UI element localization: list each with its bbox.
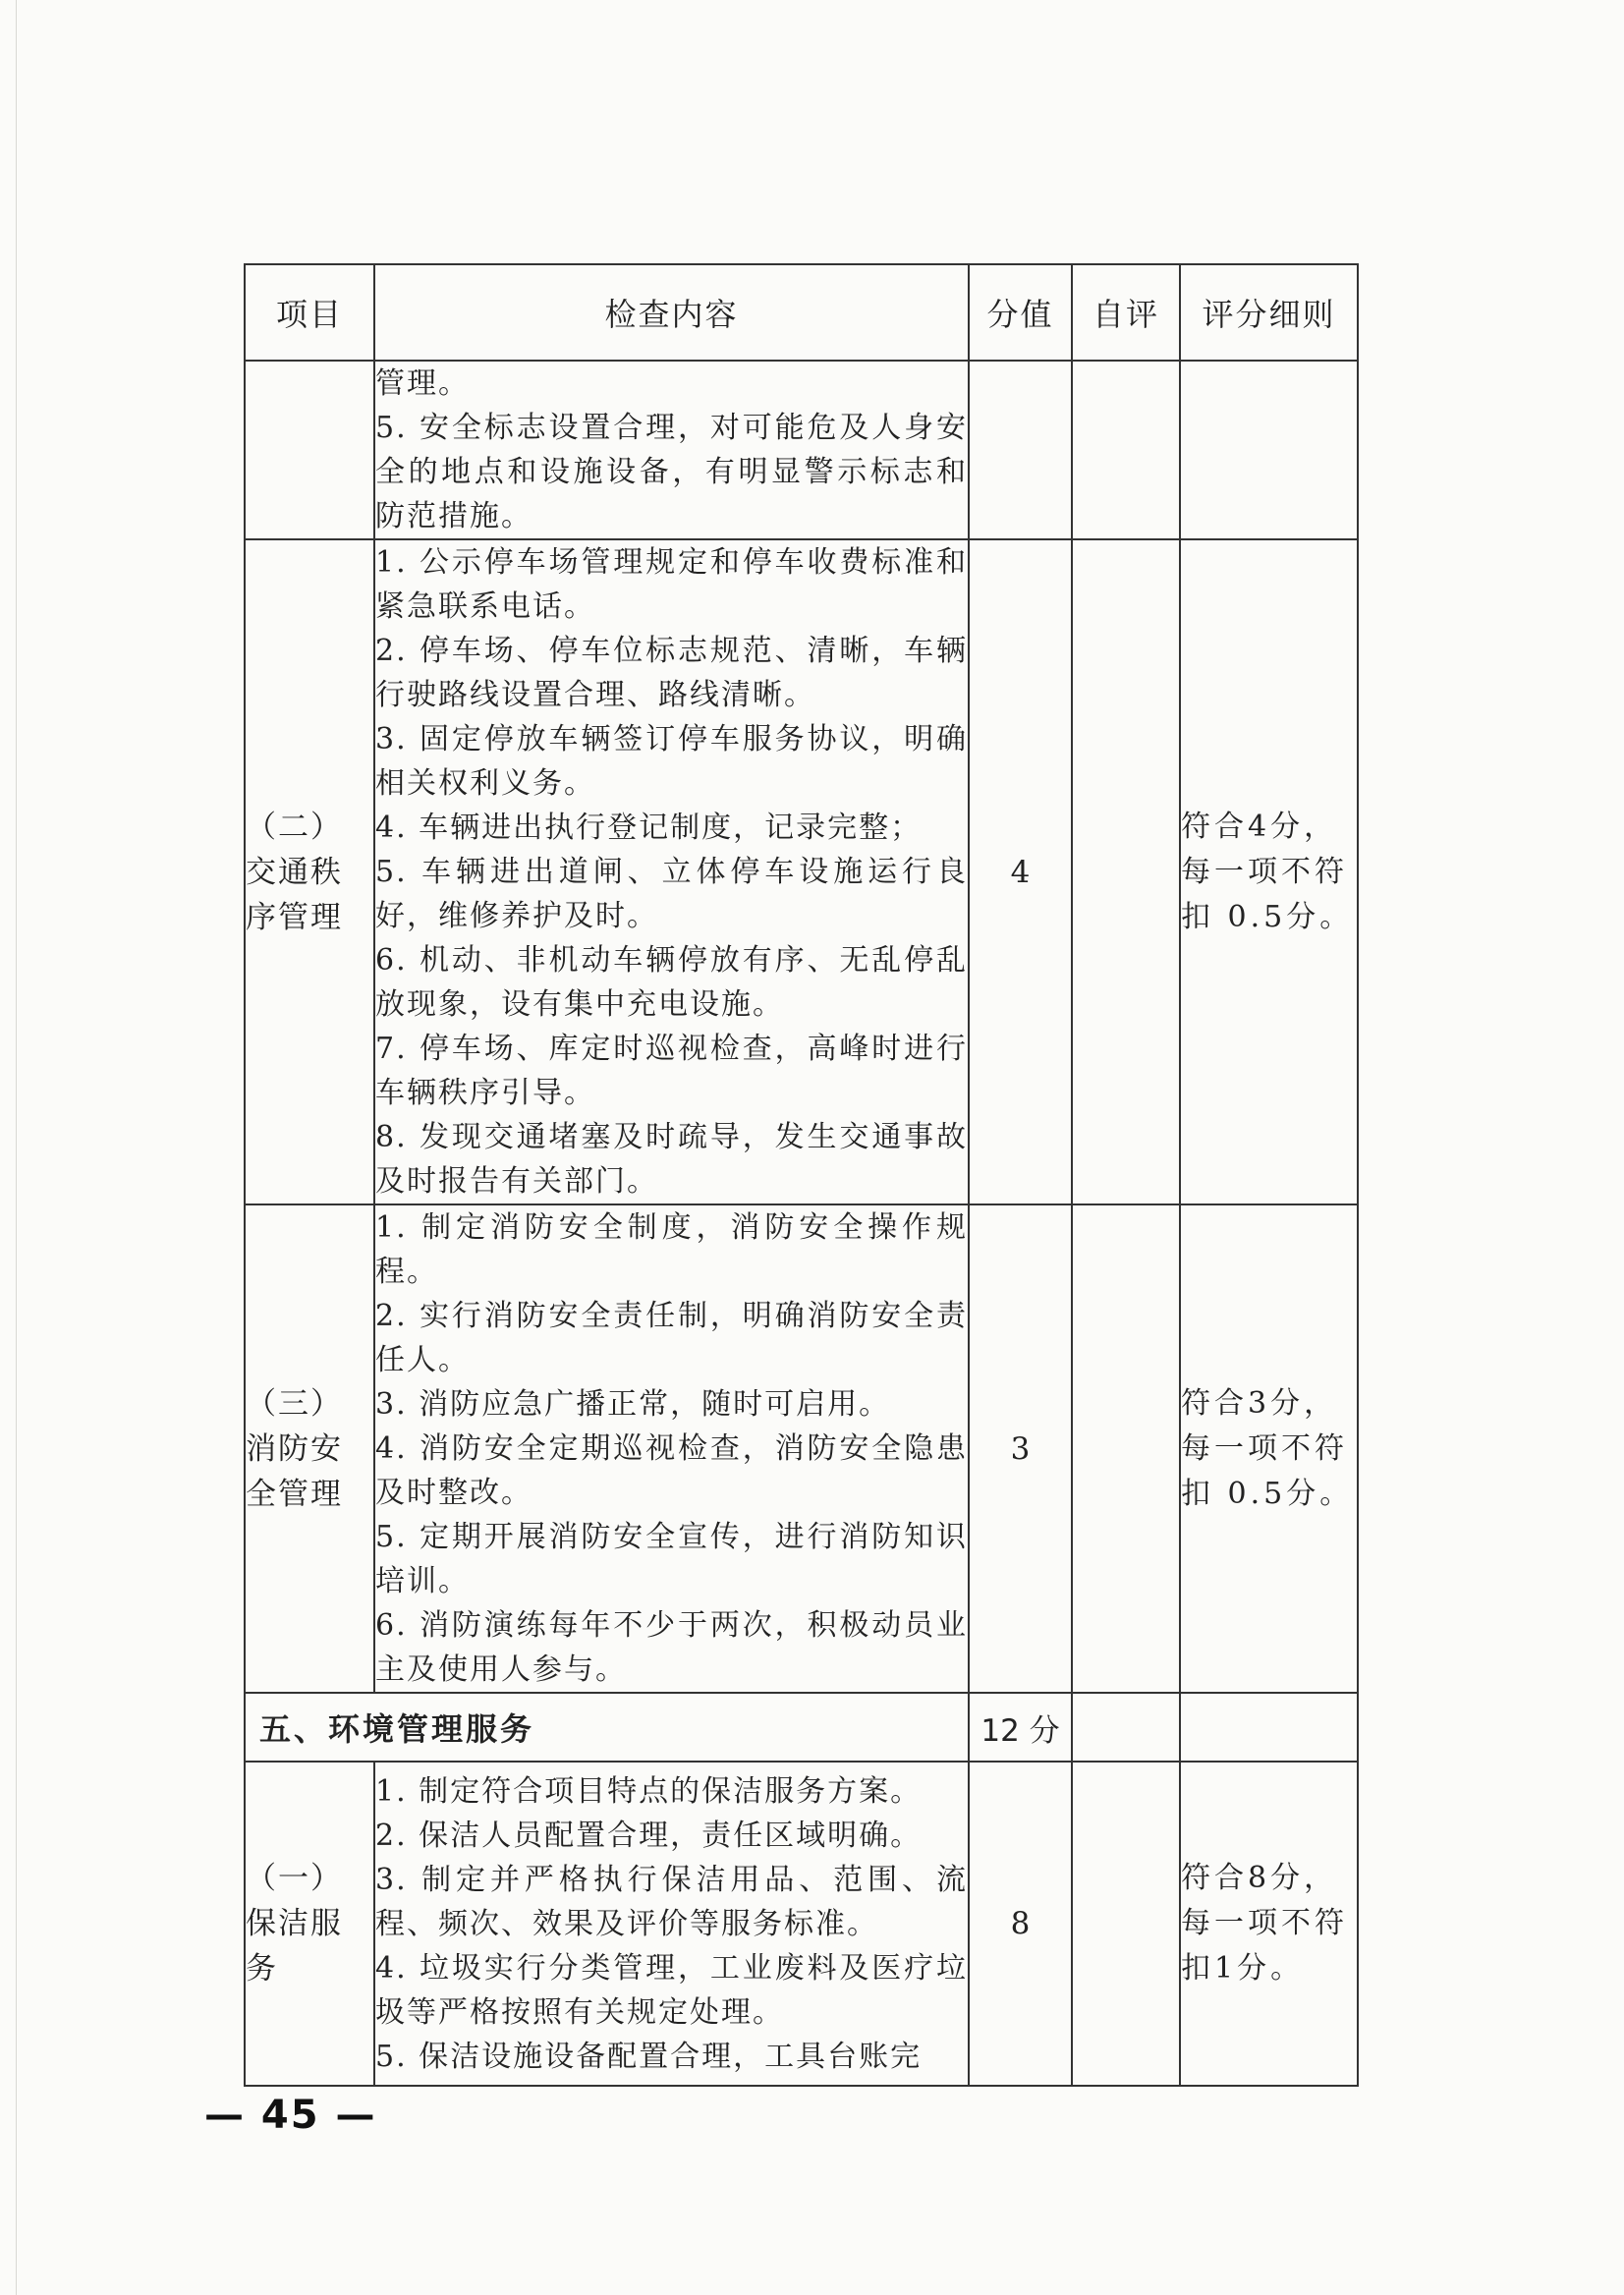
- content-line: 2. 实行消防安全责任制，明确消防安全责任人。: [375, 1299, 968, 1377]
- content-line: 5. 安全标志设置合理，对可能危及人身安全的地点和设施设备，有明显警示标志和防范措施。: [375, 411, 968, 533]
- header-self-evaluation: 自评: [1072, 264, 1180, 361]
- continuation-detail: [1180, 361, 1358, 539]
- inspection-table: [244, 263, 1359, 2087]
- content-line: 1. 制定消防安全制度，消防安全操作规程。: [375, 1210, 968, 1289]
- content-line: 5. 保洁设施设备配置合理，工具台账完: [375, 2039, 923, 2074]
- header-score: 分值: [969, 264, 1072, 361]
- fire-safety-detail: 符合3分，每一项不符扣 0.5分。: [1180, 1204, 1358, 1693]
- section-environment-row: [245, 1693, 1358, 1762]
- fire-safety-content: [374, 1204, 969, 1693]
- content-line: 3. 制定并严格执行保洁用品、范围、流程、频次、效果及评价等服务标准。: [375, 1862, 968, 1941]
- section-environment-detail: [1180, 1693, 1358, 1762]
- traffic-order-row: [245, 539, 1358, 1204]
- content-line: 4. 消防安全定期巡视检查，消防安全隐患及时整改。: [375, 1431, 968, 1510]
- continuation-item: [245, 361, 374, 539]
- content-line: 2. 保洁人员配置合理，责任区域明确。: [375, 1818, 923, 1853]
- header-content: 检查内容: [374, 264, 969, 361]
- section-environment-score: 12 分: [969, 1693, 1072, 1762]
- page-edge: [16, 0, 17, 2295]
- fire-safety-self: [1072, 1204, 1180, 1693]
- cleaning-service-score: 8: [969, 1762, 1072, 2086]
- cleaning-service-row: [245, 1762, 1358, 2086]
- content-line: 5. 车辆进出道闸、立体停车设施运行良好，维修养护及时。: [375, 855, 968, 933]
- header-item: 项目: [245, 264, 374, 361]
- content-line: 6. 机动、非机动车辆停放有序、无乱停乱放现象，设有集中充电设施。: [375, 943, 968, 1022]
- cleaning-service-self: [1072, 1762, 1180, 2086]
- header-scoring-detail: 评分细则: [1180, 264, 1358, 361]
- section-environment-self: [1072, 1693, 1180, 1762]
- continuation-content: [374, 361, 969, 539]
- fire-safety-row: [245, 1204, 1358, 1693]
- page-number: — 45 —: [204, 2093, 377, 2138]
- traffic-order-detail: 符合4分，每一项不符扣 0.5分。: [1180, 539, 1358, 1204]
- content-line: 3. 消防应急广播正常，随时可启用。: [375, 1387, 891, 1422]
- traffic-order-score: 4: [969, 539, 1072, 1204]
- content-line: 2. 停车场、停车位标志规范、清晰，车辆行驶路线设置合理、路线清晰。: [375, 634, 968, 712]
- content-line: 1. 公示停车场管理规定和停车收费标准和紧急联系电话。: [375, 545, 968, 624]
- traffic-order-self: [1072, 539, 1180, 1204]
- continuation-score: [969, 361, 1072, 539]
- header-row: [245, 264, 1358, 361]
- fire-safety-item: （三）消防安全管理: [245, 1204, 374, 1693]
- content-line: 4. 车辆进出执行登记制度，记录完整；: [375, 811, 923, 845]
- content-line: 5. 定期开展消防安全宣传，进行消防知识培训。: [375, 1520, 968, 1598]
- content-line: 管理。: [375, 366, 470, 401]
- traffic-order-content: [374, 539, 969, 1204]
- content-line: 4. 垃圾实行分类管理，工业废料及医疗垃圾等严格按照有关规定处理。: [375, 1950, 968, 2030]
- traffic-order-item: （二）交通秩序管理: [245, 539, 374, 1204]
- content-line: 8. 发现交通堵塞及时疏导，发生交通事故及时报告有关部门。: [375, 1120, 968, 1199]
- cleaning-service-item: （一）保洁服务: [245, 1762, 374, 2086]
- continuation-row: [245, 361, 1358, 539]
- content-line: 1. 制定符合项目特点的保洁服务方案。: [375, 1773, 923, 1809]
- fire-safety-score: 3: [969, 1204, 1072, 1693]
- cleaning-service-content: [374, 1762, 969, 2086]
- cleaning-service-detail: 符合8分，每一项不符扣1分。: [1180, 1762, 1358, 2086]
- content-line: 6. 消防演练每年不少于两次，积极动员业主及使用人参与。: [375, 1608, 968, 1687]
- content-line: 3. 固定停放车辆签订停车服务协议，明确相关权利义务。: [375, 722, 968, 801]
- content-line: 7. 停车场、库定时巡视检查，高峰时进行车辆秩序引导。: [375, 1032, 968, 1110]
- section-environment-title: 五、环境管理服务: [245, 1693, 969, 1762]
- continuation-self: [1072, 361, 1180, 539]
